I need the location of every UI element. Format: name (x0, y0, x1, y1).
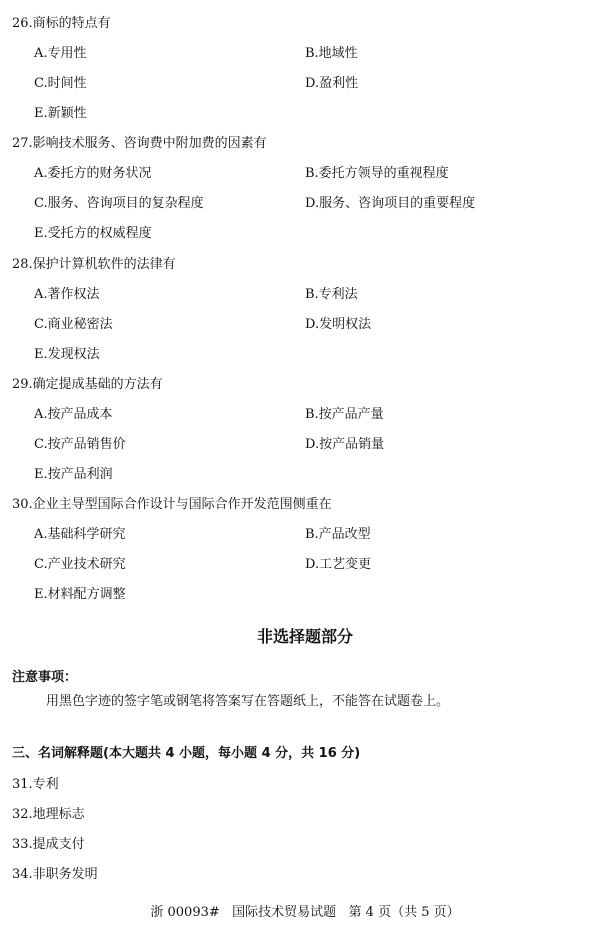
question-stem: 29.确定提成基础的方法有 (12, 377, 163, 392)
option: E.新颖性 (34, 106, 87, 121)
option: B.按产品产量 (305, 407, 384, 422)
question-stem: 30.企业主导型国际合作设计与国际合作开发范围侧重在 (12, 497, 332, 512)
section-title: 非选择题部分 (256, 627, 353, 646)
option: A.委托方的财务状况 (34, 166, 152, 181)
option: B.委托方领导的重视程度 (305, 166, 449, 181)
page-footer: 浙 00093# 国际技术贸易试题 第 4 页（共 5 页） (150, 905, 460, 920)
option: A.专用性 (34, 46, 87, 61)
note-body: 用黑色字迹的签字笔或钢笔将答案写在答题纸上，不能答在试题卷上。 (46, 694, 450, 709)
question-stem: 31.专利 (12, 777, 59, 792)
option: B.地域性 (305, 46, 358, 61)
question-stem: 33.提成支付 (12, 837, 85, 852)
option: D.服务、咨询项目的重要程度 (305, 196, 476, 211)
option: A.基础科学研究 (34, 527, 126, 542)
option: E.发现权法 (34, 347, 100, 362)
part-heading: 三、名词解释题(本大题共 4 小题，每小题 4 分，共 16 分) (12, 746, 361, 761)
option: C.产业技术研究 (34, 557, 126, 572)
option: A.著作权法 (34, 287, 100, 302)
question-stem: 34.非职务发明 (12, 867, 98, 882)
question-stem: 26.商标的特点有 (12, 16, 111, 31)
question-stem: 27.影响技术服务、咨询费中附加费的因素有 (12, 136, 267, 151)
option: E.材料配方调整 (34, 587, 126, 602)
option: D.发明权法 (305, 317, 372, 332)
option: D.工艺变更 (305, 557, 372, 572)
option: B.产品改型 (305, 527, 371, 542)
option: C.商业秘密法 (34, 317, 113, 332)
option: A.按产品成本 (34, 407, 113, 422)
note-heading: 注意事项： (12, 670, 78, 685)
option: D.盈利性 (305, 76, 359, 91)
option: C.按产品销售价 (34, 437, 126, 452)
option: C.时间性 (34, 76, 87, 91)
question-stem: 32.地理标志 (12, 807, 85, 822)
option: E.受托方的权威程度 (34, 226, 152, 241)
question-stem: 28.保护计算机软件的法律有 (12, 257, 176, 272)
option: E.按产品利润 (34, 467, 113, 482)
option: D.按产品销量 (305, 437, 385, 452)
option: B.专利法 (305, 287, 358, 302)
option: C.服务、咨询项目的复杂程度 (34, 196, 204, 211)
